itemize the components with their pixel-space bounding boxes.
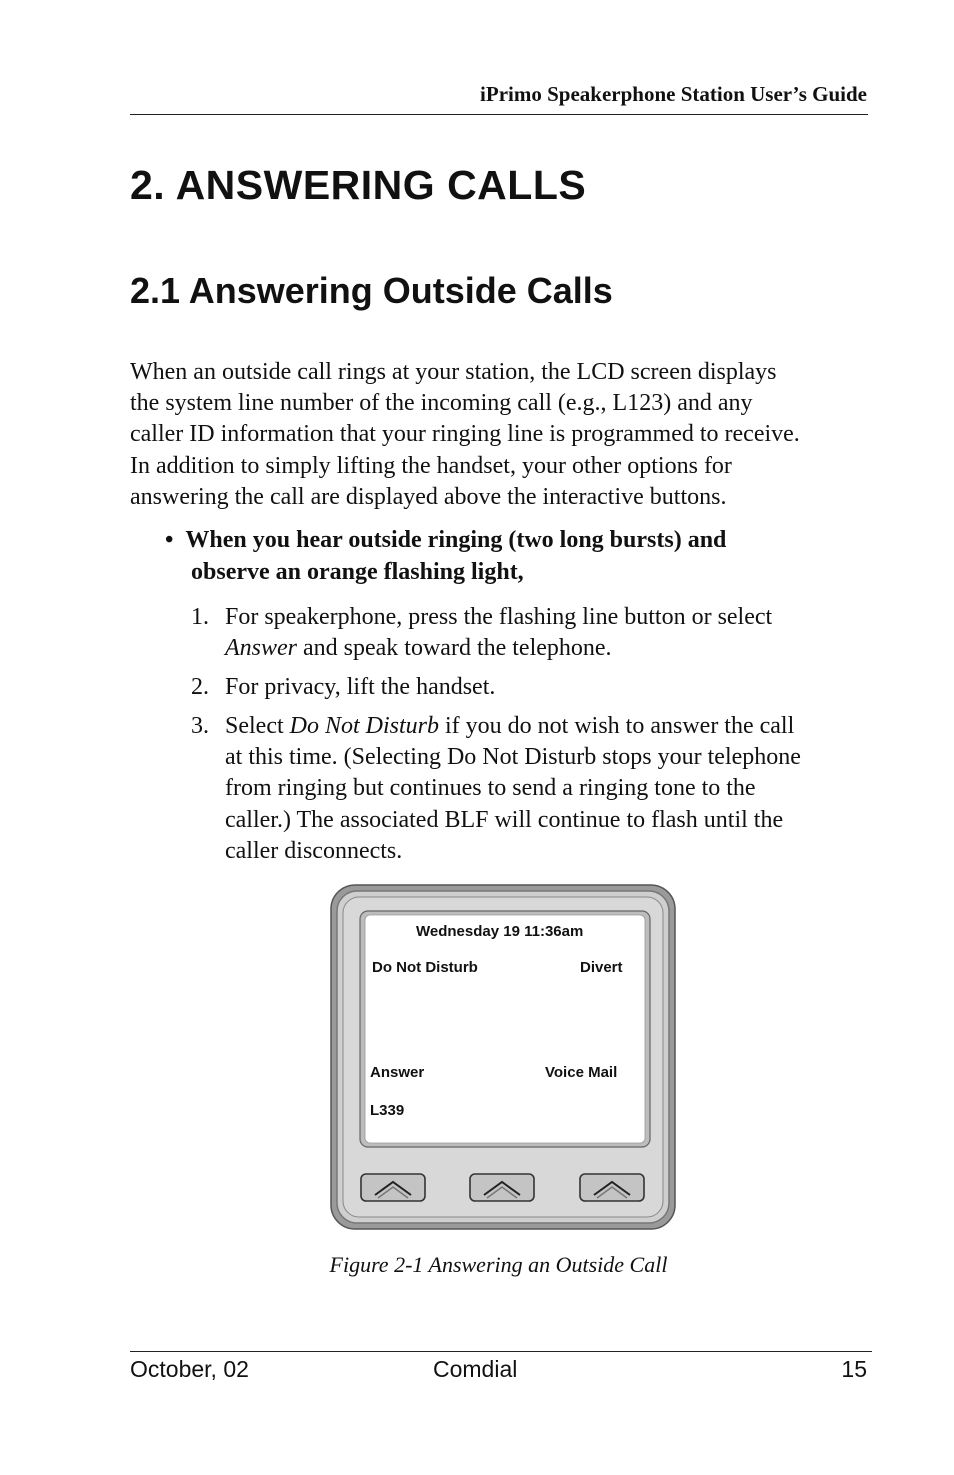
phone-display-figure — [330, 884, 676, 1230]
step-text: For privacy, lift the handset. — [225, 674, 496, 700]
emphasis: Answer — [225, 635, 297, 662]
softkey-center[interactable] — [470, 1174, 534, 1201]
bullet-line: When you hear outside ringing (two long bursts) and — [185, 527, 727, 553]
step-text: from ringing but continues to send a ringing tone to the — [225, 775, 756, 802]
lcd-datetime: Wednesday 19 11:36am — [416, 923, 584, 940]
softkey-left[interactable] — [361, 1174, 425, 1201]
page-number: 15 — [841, 1356, 867, 1382]
step-text — [225, 633, 772, 664]
step-text: For speakerphone, press the flashing line button or select — [225, 604, 773, 630]
chapter-title: 2. ANSWERING CALLS — [130, 162, 587, 208]
footer-rule — [130, 1351, 872, 1352]
intro-line: answering the call are displayed above the interactive buttons. — [130, 483, 727, 510]
intro-line: caller ID information that your ringing line is programmed to receive. — [130, 421, 800, 448]
lcd-divert: Divert — [580, 959, 623, 976]
softkey-right[interactable] — [580, 1174, 644, 1201]
running-header: iPrimo Speakerphone Station User’s Guide — [480, 82, 867, 106]
footer-date: October, 02 — [130, 1356, 249, 1382]
header-rule — [130, 114, 868, 115]
intro-line: the system line number of the incoming call (e.g., L123) and any — [130, 390, 753, 417]
lcd-voice-mail: Voice Mail — [545, 1064, 618, 1081]
step-text — [225, 711, 801, 742]
lcd-answer: Answer — [370, 1064, 425, 1081]
step-number: 1. — [191, 604, 209, 630]
bullet-line: observe an orange flashing light, — [191, 559, 524, 585]
intro-paragraph — [130, 357, 870, 513]
bullet-marker: • — [165, 527, 186, 553]
step-text: caller.) The associated BLF will continue to flash until the — [225, 806, 784, 833]
step-number: 3. — [191, 713, 209, 739]
emphasis: Do Not Disturb — [289, 713, 439, 739]
figure-caption: Figure 2-1 Answering an Outside Call — [329, 1252, 668, 1277]
step-number: 2. — [191, 674, 209, 700]
step-text: caller disconnects. — [225, 837, 403, 864]
step-text-pre: Select — [225, 713, 290, 739]
lcd-do-not-disturb: Do Not Disturb — [372, 959, 478, 976]
intro-line: In addition to simply lifting the handset, your other options for — [130, 452, 732, 479]
intro-line: When an outside call rings at your station, the LCD screen displays — [130, 359, 777, 385]
bullet-item — [165, 524, 726, 588]
step-text: at this time. (Selecting Do Not Disturb stops your telephone — [225, 744, 801, 771]
lcd-line-number: L339 — [370, 1102, 405, 1119]
footer-company: Comdial — [433, 1356, 518, 1382]
step-text-post: if you do not wish to answer the call — [439, 713, 795, 739]
section-title: 2.1 Answering Outside Calls — [130, 270, 613, 311]
step-text-rest: and speak toward the telephone. — [297, 635, 612, 662]
